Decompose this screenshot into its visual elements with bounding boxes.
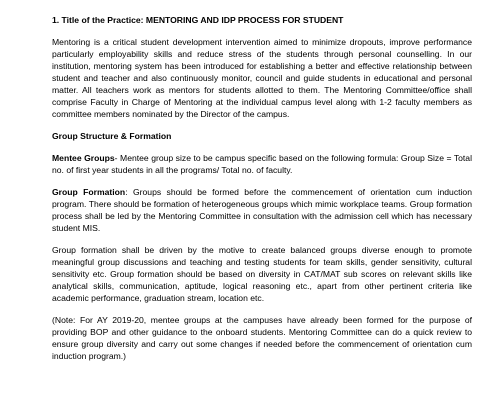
note-paragraph: (Note: For AY 2019-20, mentee groups at the campuses have already been formed for the purpose of providing BOP and other guidance to the onboard students. Mentoring Committee can do a quick review to ensure group diversity and carry out some changes if needed before the commencement of orientation cum induction program.) [52, 315, 472, 361]
mentee-groups-label: Mentee Groups [52, 153, 115, 163]
intro-paragraph: Mentoring is a critical student development intervention aimed to minimize dropouts, improve performance particularly employability skills and reduce stress of the students through personal counselling. In our institution, mentoring system has been introduced for establishing a better and effective relationship between student and teacher and also continuously monitor, council and guide students in educational and personal matter. All teachers work as mentors for students allotted to them. The Mentoring Committee/office shall comprise Faculty in Charge of Mentoring at the individual campus level along with 1-2 faculty members as committee members nominated by the Director of the campus. [52, 37, 472, 119]
document-page [52, 14, 472, 372]
group-formation-text: : Groups should be formed before the commencement of orientation cum induction program. There should be formation of heterogeneous groups which mimic workplace teams. Group formation process shall be led by the Mentoring Committee in consultation with the admission cell which has necessary student MIS. [52, 187, 472, 233]
diversity-paragraph: Group formation shall be driven by the motive to create balanced groups diverse enough to promote meaningful group discussions and teaching and testing students for team skills, gender sensitivity, cultural sensitivity etc. Group formation should be based on diversity in CAT/MAT sub scores on relevant skills like analytical skills, communication, aptitude, logical reasoning etc., apart from other pertinent criteria like academic performance, graduation stream, location etc. [52, 245, 472, 303]
document-title: 1. Title of the Practice: MENTORING AND IDP PROCESS FOR STUDENT [52, 15, 344, 25]
group-formation-paragraph [52, 186, 472, 234]
mentee-groups-text: - Mentee group size to be campus specific based on the following formula: Group Size = Total no. of first year students in all the programs/ Total no. of faculty. [52, 153, 472, 175]
group-formation-label: Group Formation [52, 187, 126, 197]
section-heading: Group Structure & Formation [52, 131, 172, 141]
mentee-groups-paragraph [52, 152, 472, 176]
